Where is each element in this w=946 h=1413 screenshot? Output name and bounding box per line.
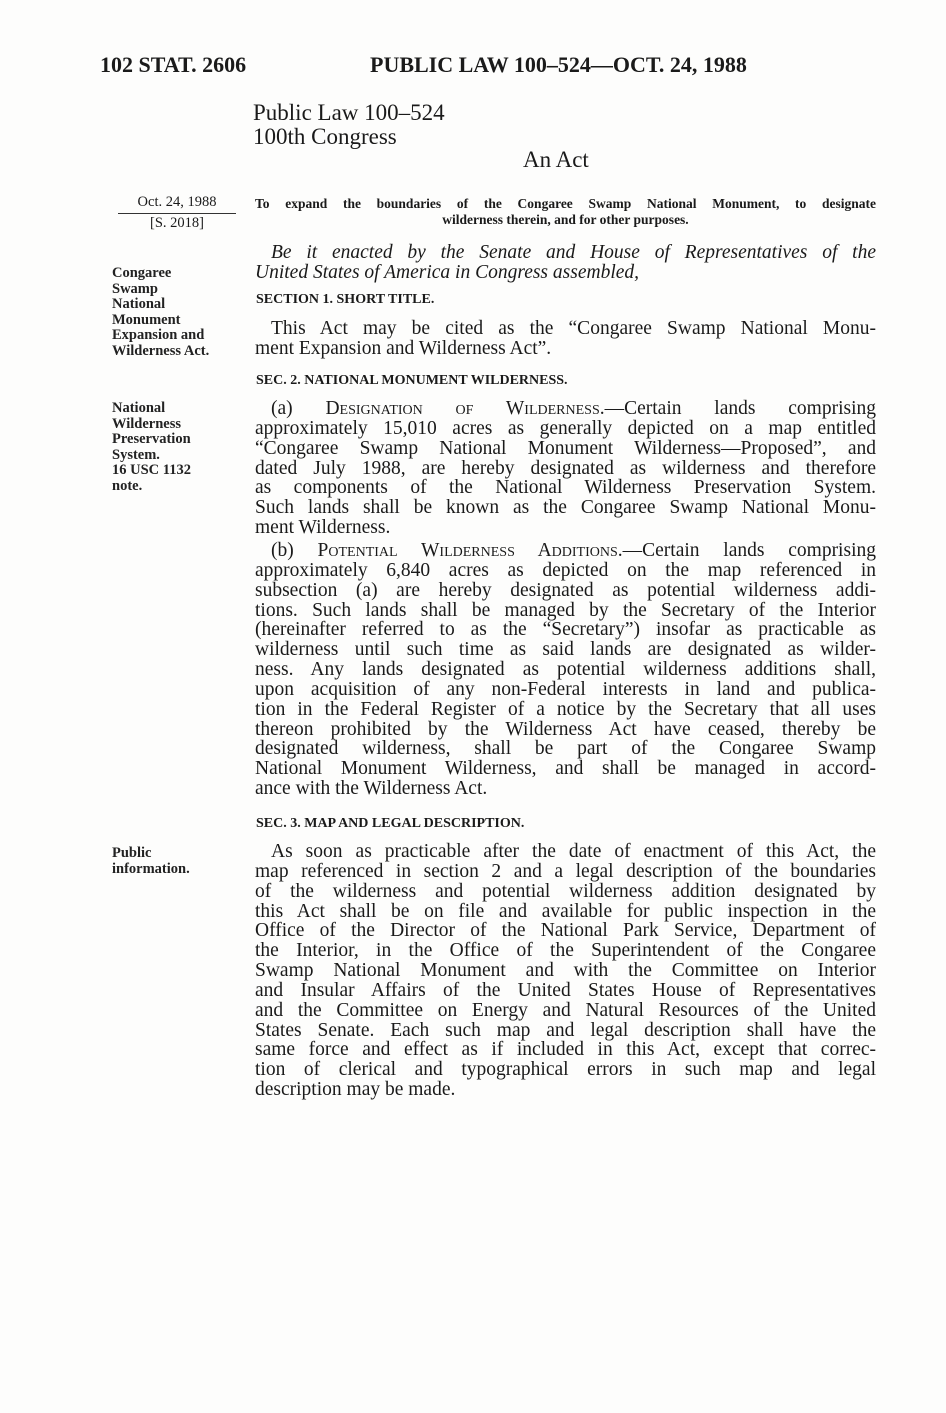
text-line: ment Expansion and Wilderness Act”. <box>255 337 552 359</box>
text-line: Office of the Director of the National Park Service, Department of <box>255 920 876 942</box>
text-line: States Senate. Each such map and legal description shall have the <box>255 1019 876 1041</box>
enactment-date: Oct. 24, 1988 <box>118 194 236 214</box>
section-1-text <box>255 319 876 359</box>
text-line: National <box>112 400 166 416</box>
text-line: 16 USC 1132 <box>112 462 191 478</box>
section-1-heading: SECTION 1. SHORT TITLE. <box>256 292 435 307</box>
text-line: approximately 6,840 acres as depicted on the map referenced in <box>255 559 876 581</box>
running-title: PUBLIC LAW 100–524—OCT. 24, 1988 <box>370 52 747 77</box>
subsection-b-first-line <box>255 541 876 561</box>
text-line: tion of clerical and typographical errors in such map and legal <box>255 1059 876 1081</box>
text-line: (hereinafter referred to as the “Secretary”) insofar as practicable as <box>255 619 876 641</box>
long-title <box>255 196 876 228</box>
text-line: National Monument Wilderness, and shall be managed in accord- <box>255 758 876 780</box>
text-line: As soon as practicable after the date of enactment of this Act, the <box>271 841 876 862</box>
text-line: Preservation <box>112 431 191 447</box>
text-line: “Congaree Swamp National Monument Wilderness—Proposed”, and <box>255 437 876 459</box>
text-line: Such lands shall be known as the Congaree Swamp National Monu- <box>255 497 876 519</box>
text-line: the Interior, in the Office of the Superintendent of the Congaree <box>255 940 876 962</box>
text-line: designated wilderness, shall be part of the Congaree Swamp <box>255 738 876 760</box>
subsection-a-first-line <box>255 399 876 419</box>
subsection-a <box>255 399 876 538</box>
text-line: Congaree <box>112 265 172 281</box>
text-line: ment Wilderness. <box>255 517 391 539</box>
text-line: Swamp National Monument and with the Committee on Interior <box>255 960 876 982</box>
text: —Certain lands comprising <box>622 540 876 561</box>
text-line: dated July 1988, are hereby designated as wilderness and therefore <box>255 457 876 479</box>
text-line: note. <box>112 477 143 494</box>
section-2-heading: SEC. 2. NATIONAL MONUMENT WILDERNESS. <box>256 373 568 388</box>
text-line: This Act may be cited as the “Congaree Swamp National Monu- <box>271 318 876 339</box>
text-line: subsection (a) are hereby designated as potential wilderness addi- <box>255 579 876 601</box>
text-line: approximately 15,010 acres as generally depicted on a map entitled <box>255 417 876 439</box>
enacting-clause <box>255 243 876 283</box>
text-line: map referenced in section 2 and a legal description of the boundaries <box>255 860 876 882</box>
text-line: Wilderness Act. <box>112 342 210 359</box>
public-law-number: Public Law 100–524 <box>253 100 445 125</box>
long-title-line: To expand the boundaries of the Congaree Swamp National Monument, to designate <box>255 196 876 211</box>
text-line: information. <box>112 860 190 877</box>
long-title-line: wilderness therein, and for other purposes. <box>442 212 689 227</box>
margin-note-wilderness-system <box>112 401 191 494</box>
section-3-heading: SEC. 3. MAP AND LEGAL DESCRIPTION. <box>256 816 525 831</box>
text-line: description may be made. <box>255 1079 456 1101</box>
stat-page-number: 102 STAT. 2606 <box>100 52 247 77</box>
text-line: ance with the Wilderness Act. <box>255 778 488 800</box>
subsection-b <box>255 541 876 799</box>
text-line: of the wilderness and potential wilderness addition designated by <box>255 880 876 902</box>
margin-note-public-information <box>112 846 190 877</box>
text-line: Monument <box>112 311 181 328</box>
text: —Certain lands comprising <box>604 398 876 419</box>
text-line: System. <box>112 446 160 463</box>
section-3-text <box>255 842 876 1100</box>
act-title: An Act <box>523 147 589 172</box>
subsection-heading: Potential Wilderness Additions. <box>317 540 623 561</box>
subsection-label: (a) <box>271 398 293 419</box>
text-line: and Insular Affairs of the United States House of Representatives <box>255 979 876 1001</box>
text-line: wilderness until such time as said lands are designated as wilder- <box>255 639 876 661</box>
enacting-line: United States of America in Congress assembled, <box>255 261 640 283</box>
text-line: Wilderness <box>112 415 182 432</box>
text-line: this Act shall be on file and available for public inspection in the <box>255 900 876 922</box>
subsection-label: (b) <box>271 540 294 561</box>
text-line: upon acquisition of any non-Federal interests in land and publica- <box>255 678 876 700</box>
text-line: as components of the National Wilderness Preservation System. <box>255 477 876 499</box>
text-line: tion in the Federal Register of a notice by the Secretary that all uses <box>255 698 876 720</box>
bill-number: [S. 2018] <box>150 215 204 231</box>
text-line: Swamp <box>112 280 158 297</box>
margin-note-short-title <box>112 266 209 359</box>
text-line: tions. Such lands shall be managed by the Secretary of the Interior <box>255 599 876 621</box>
text-line: Expansion and <box>112 327 205 343</box>
text-line: ness. Any lands designated as potential wilderness additions shall, <box>255 659 876 681</box>
subsection-heading: Designation of Wilderness. <box>325 398 605 419</box>
text-line: National <box>112 296 166 312</box>
text-line: thereon prohibited by the Wilderness Act have ceased, thereby be <box>255 718 876 740</box>
text-line: same force and effect as if included in this Act, except that correc- <box>255 1039 876 1061</box>
congress: 100th Congress <box>253 124 397 149</box>
text-line: and the Committee on Energy and Natural Resources of the United <box>255 999 876 1021</box>
text-line: Public <box>112 845 152 861</box>
enacting-line: Be it enacted by the Senate and House of Representatives of the <box>271 242 876 263</box>
